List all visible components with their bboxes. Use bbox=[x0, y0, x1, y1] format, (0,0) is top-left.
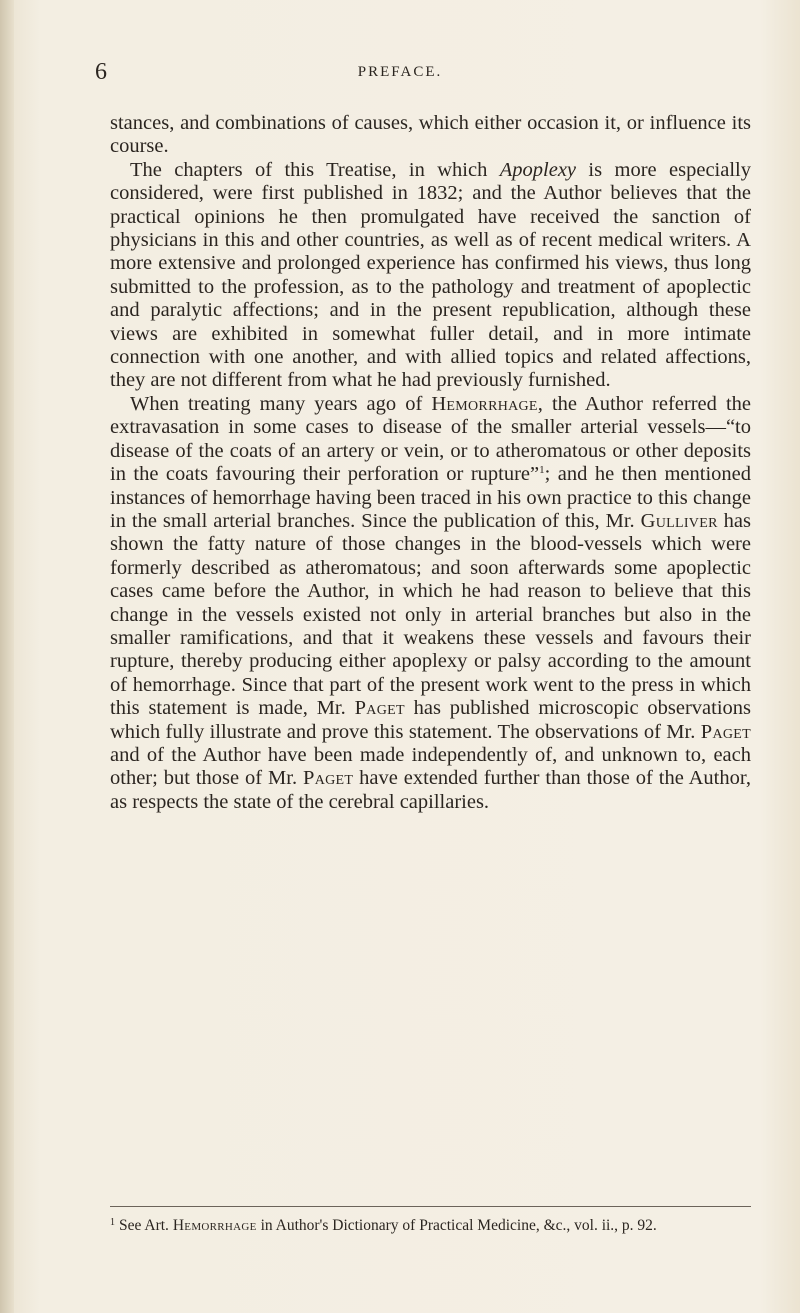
page-header bbox=[0, 58, 800, 88]
running-head: PREFACE. bbox=[357, 64, 443, 80]
apoplexy-italic: Apoplexy bbox=[499, 158, 577, 181]
paragraph-apoplexy: The chapters of this Treatise, in which Apoplexy is more especially considered, were first published in 1832; and the Author believes that the practical opinions he then promulgated have received the sanction of physicians in this and other countries, as well as of recent medical writers. A more extensive and prolonged experience has confirmed his views, thus long submitted to the profession, as to the pathology and treatment of apoplectic and paralytic affections; and in the present republication, although these views are exhibited in somewhat fuller detail, and in more intimate connection with one another, and with allied topics and related affections, they are not different from what he had previously furnished. bbox=[110, 158, 751, 392]
page-binding-shadow bbox=[0, 0, 14, 1313]
paragraph-hemorrhage: When treating many years ago of Hemorrhage, the Author referred the extravasation in some cases to disease of the smaller arterial vessels—“to disease of the coats of an artery or vein, or to atheromatous or other deposits in the coats favouring their perforation or rupture”$^1$; and he then mentioned instances of hemorrhage having been traced in his own practice to this change in the small arterial branches. Since the publication of this, Mr. Gulliver has shown the fatty nature of those changes in the blood-vessels which were formerly described as atheromatous; and soon afterwards some apoplectic cases came before the Author, in which he had reason to believe that this change in the vessels existed not only in arterial branches but also in the smaller ramifications, and that it weakens these vessels and favours their rupture, thereby producing either apoplexy or palsy according to the amount of hemorrhage. Since that part of the present work went to the press in which this statement is made, Mr. Paget has published microscopic observations which fully illustrate and prove this statement. The observations of Mr. Paget and of the Author have been made independently of, and unknown to, each other; but those of Mr. Paget have extended further than those of the Author, as respects the state of the cerebral capillaries. bbox=[110, 392, 752, 813]
footnote: $^1$ See Art. Hemorrhage in Author's Dictionary of Practical Medicine, &c., vol. ii., p. 92. bbox=[110, 1217, 657, 1234]
body-text bbox=[110, 112, 751, 814]
page-number: 6 bbox=[95, 59, 107, 85]
footnote-reference: 1 bbox=[539, 464, 545, 477]
paget-smallcaps-1: Paget bbox=[354, 697, 405, 720]
paget-smallcaps-3: Paget bbox=[303, 767, 354, 790]
gulliver-smallcaps: Gulliver bbox=[640, 509, 718, 532]
footnote-mark: 1 bbox=[110, 1217, 115, 1228]
paget-smallcaps-2: Paget bbox=[700, 720, 751, 743]
footnote-hemorrhage-smallcaps: Hemorrhage bbox=[172, 1217, 257, 1234]
paragraph-continuation: stances, and combinations of causes, which either occasion it, or influence its course. bbox=[110, 112, 751, 158]
footnote-rule bbox=[110, 1206, 751, 1207]
hemorrhage-smallcaps: Hemorrhage bbox=[431, 392, 538, 415]
